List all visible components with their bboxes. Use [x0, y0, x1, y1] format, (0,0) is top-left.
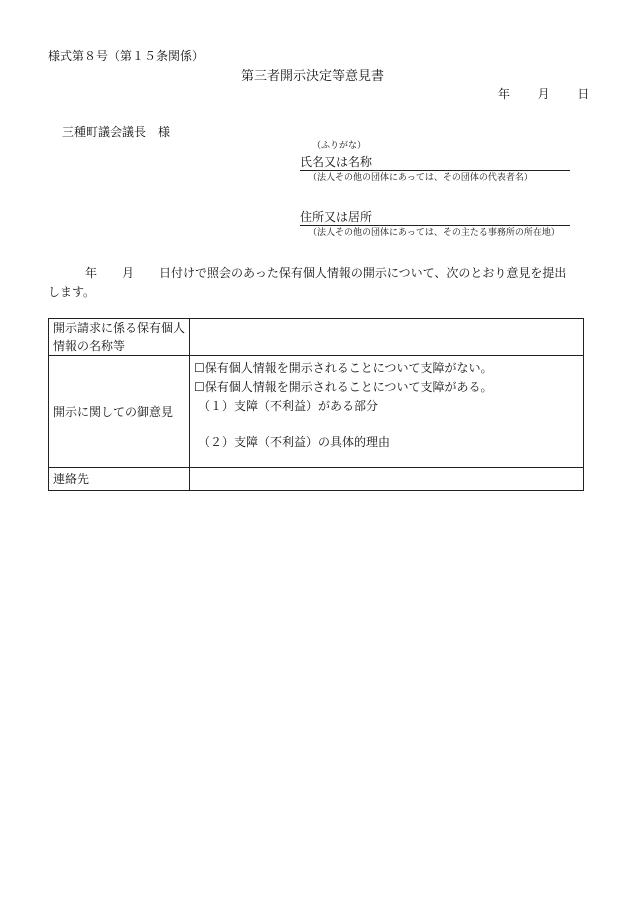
- document-title: 第三者開示決定等意見書: [241, 69, 385, 84]
- furigana-label: （ふりがな）: [312, 141, 367, 151]
- body-line-1: [48, 264, 584, 283]
- option-no-issue-checkbox[interactable]: ☐保有個人情報を開示されることについて支障がない。: [194, 361, 493, 375]
- info-name-label: 開示請求に係る保有個人情報の名称等: [49, 319, 190, 356]
- date-day-label: 日: [577, 87, 590, 101]
- opinion-table: [48, 318, 584, 491]
- opinion-cell[interactable]: [190, 356, 584, 468]
- issue-part-heading: （１）支障（不利益）がある部分: [198, 399, 379, 413]
- addressee: 三種町議会議長 様: [62, 125, 171, 139]
- contact-cell[interactable]: [190, 468, 584, 491]
- option-has-issue-checkbox[interactable]: ☐保有個人情報を開示されることについて支障がある。: [194, 380, 493, 394]
- body-paragraph: [48, 264, 584, 302]
- form-number: 様式第８号（第１５条関係）: [48, 49, 205, 63]
- info-name-cell[interactable]: [190, 319, 584, 356]
- date-line: [498, 87, 589, 101]
- address-field-note: （法人その他の団体にあっては、その主たる事務所の所在地）: [308, 228, 560, 238]
- address-field[interactable]: [300, 210, 570, 226]
- address-field-label: 住所又は居所: [300, 210, 373, 224]
- opinion-label: 開示に関しての御意見: [49, 356, 190, 468]
- name-field-label: 氏名又は名称: [300, 155, 373, 169]
- date-month-label: 月: [537, 87, 550, 101]
- body-year: 年: [85, 266, 98, 280]
- table-row: [49, 356, 584, 468]
- date-year-label: 年: [498, 87, 511, 101]
- table-row: [49, 468, 584, 491]
- name-field[interactable]: [300, 155, 570, 171]
- table-row: [49, 319, 584, 356]
- body-line-1-text: 日付けで照会のあった保有個人情報の開示について、次のとおり意見を提出: [159, 266, 567, 280]
- contact-label: 連絡先: [49, 468, 190, 491]
- body-line-2: します。: [48, 285, 96, 299]
- issue-reason-heading: （２）支障（不利益）の具体的理由: [198, 435, 391, 449]
- name-field-note: （法人その他の団体にあっては、その団体の代表者名）: [308, 173, 533, 183]
- body-month: 月: [122, 266, 135, 280]
